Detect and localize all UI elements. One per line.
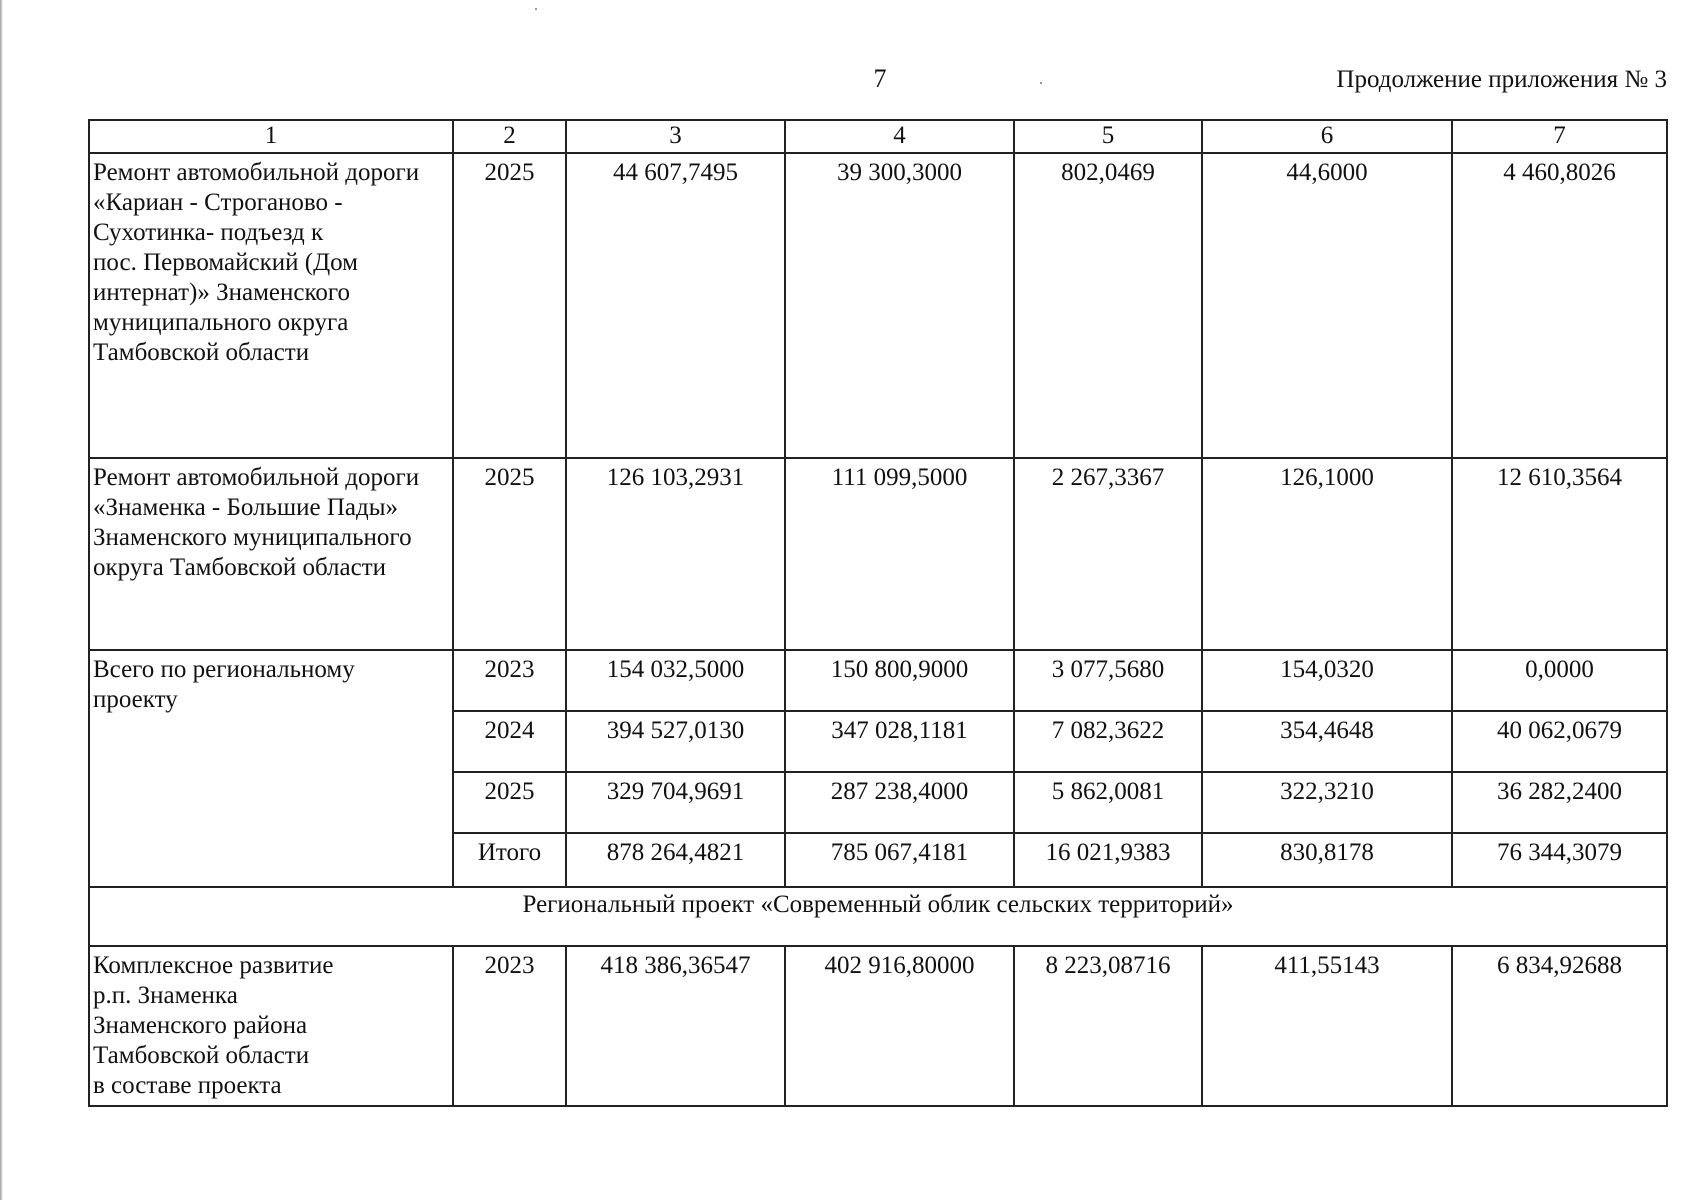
value-cell: 39 300,3000 [785, 153, 1014, 458]
header-cell: 6 [1202, 120, 1452, 153]
table-row [89, 458, 1667, 650]
header-cell: 4 [785, 120, 1014, 153]
section-title: Региональный проект «Современный облик сельских территорий» [89, 887, 1667, 946]
year-cell: 2025 [453, 458, 566, 650]
value-cell: 76 344,3079 [1452, 833, 1667, 887]
year-cell: 2023 [453, 946, 566, 1106]
page-number: 7 [873, 64, 887, 93]
value-cell: 4 460,8026 [1452, 153, 1667, 458]
value-cell: 329 704,9691 [566, 772, 785, 833]
value-cell: 418 386,36547 [566, 946, 785, 1106]
object-name-line: Знаменского муниципального [93, 524, 412, 551]
total-label-line: проекту [93, 686, 178, 713]
value-cell: 347 028,1181 [785, 711, 1014, 772]
header-cell: 3 [566, 120, 785, 153]
object-name-line: Ремонт автомобильной дороги [93, 159, 420, 186]
object-name-line: интернат)» Знаменского [93, 279, 351, 306]
object-name-line: «Кариан - Строганово - [93, 189, 343, 216]
object-name-line: «Знаменка - Большие Пады» [93, 494, 399, 521]
total-row [89, 650, 1667, 711]
total-label-line: Всего по региональному [93, 656, 355, 683]
object-name-line: Комплексное развитие [93, 952, 334, 979]
value-cell: 154 032,5000 [566, 650, 785, 711]
object-name-cell [89, 946, 453, 1106]
object-name-line: пос. Первомайский (Дом [93, 249, 359, 276]
value-cell: 8 223,08716 [1014, 946, 1202, 1106]
header-cell: 7 [1452, 120, 1667, 153]
value-cell: 878 264,4821 [566, 833, 785, 887]
object-name-line: в составе проекта [93, 1072, 282, 1099]
value-cell: 287 238,4000 [785, 772, 1014, 833]
object-name-line: муниципального округа [93, 309, 349, 336]
scan-left-edge [0, 0, 3, 1200]
value-cell: 394 527,0130 [566, 711, 785, 772]
appendix-continuation-note: Продолжение приложения № 3 [1336, 66, 1667, 93]
object-name-line: Тамбовской области [93, 339, 310, 366]
value-cell: 6 834,92688 [1452, 946, 1667, 1106]
table-row [89, 946, 1667, 1106]
scan-speck [535, 8, 537, 10]
value-cell: 402 916,80000 [785, 946, 1014, 1106]
value-cell: 354,4648 [1202, 711, 1452, 772]
table-row [89, 153, 1667, 458]
value-cell: 411,55143 [1202, 946, 1452, 1106]
value-cell: 126 103,2931 [566, 458, 785, 650]
object-name-line: Тамбовской области [93, 1042, 310, 1069]
year-cell: 2025 [453, 153, 566, 458]
object-name-line: р.п. Знаменка [93, 982, 238, 1009]
object-name-line: Сухотинка- подъезд к [93, 219, 324, 246]
appendix-table [88, 119, 1668, 1107]
object-name-line: округа Тамбовской области [93, 554, 387, 581]
object-name-cell [89, 458, 453, 650]
value-cell: 16 021,9383 [1014, 833, 1202, 887]
value-cell: 785 067,4181 [785, 833, 1014, 887]
value-cell: 5 862,0081 [1014, 772, 1202, 833]
value-cell: 0,0000 [1452, 650, 1667, 711]
value-cell: 44 607,7495 [566, 153, 785, 458]
scan-speck [1040, 82, 1042, 84]
total-label-cell [89, 650, 453, 887]
year-cell: 2024 [453, 711, 566, 772]
value-cell: 2 267,3367 [1014, 458, 1202, 650]
value-cell: 12 610,3564 [1452, 458, 1667, 650]
value-cell: 40 062,0679 [1452, 711, 1667, 772]
value-cell: 154,0320 [1202, 650, 1452, 711]
value-cell: 7 082,3622 [1014, 711, 1202, 772]
object-name-cell [89, 153, 453, 458]
value-cell: 150 800,9000 [785, 650, 1014, 711]
value-cell: 126,1000 [1202, 458, 1452, 650]
value-cell: 830,8178 [1202, 833, 1452, 887]
section-row [89, 887, 1667, 946]
value-cell: 322,3210 [1202, 772, 1452, 833]
header-cell: 2 [453, 120, 566, 153]
year-cell: Итого [453, 833, 566, 887]
header-cell: 5 [1014, 120, 1202, 153]
value-cell: 802,0469 [1014, 153, 1202, 458]
value-cell: 111 099,5000 [785, 458, 1014, 650]
value-cell: 36 282,2400 [1452, 772, 1667, 833]
header-cell: 1 [89, 120, 453, 153]
table-header-row [89, 120, 1667, 153]
year-cell: 2025 [453, 772, 566, 833]
object-name-line: Знаменского района [93, 1012, 308, 1039]
object-name-line: Ремонт автомобильной дороги [93, 464, 420, 491]
value-cell: 3 077,5680 [1014, 650, 1202, 711]
year-cell: 2023 [453, 650, 566, 711]
value-cell: 44,6000 [1202, 153, 1452, 458]
